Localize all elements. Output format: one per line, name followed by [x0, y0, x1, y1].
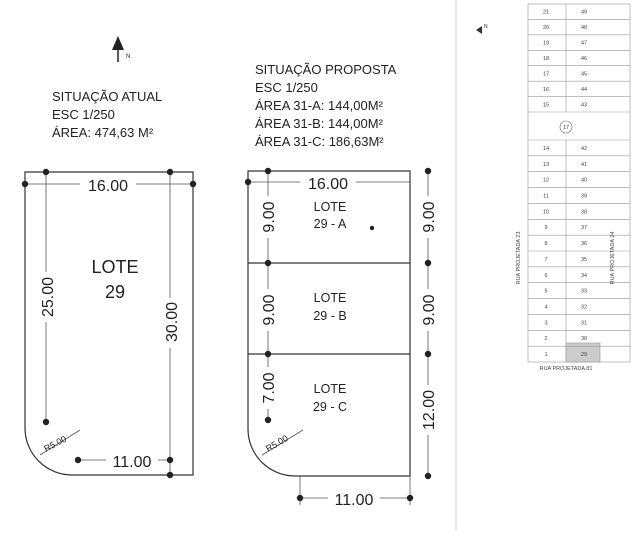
- mini-map-lot-left: 10: [542, 209, 550, 216]
- mini-map-lot-left: 4: [544, 304, 548, 311]
- mini-map-lot-left: 12: [542, 177, 550, 184]
- street-left-label: RUA PROJETADA 23: [516, 231, 522, 285]
- mini-map-row: [528, 156, 630, 168]
- mini-map-lot-right: 46: [580, 56, 588, 62]
- mini-map-lot-left: 11: [543, 193, 549, 200]
- proposta-area-c: ÁREA 31-C: 186,63M²: [255, 134, 384, 149]
- mini-map-lot-right: 49: [580, 9, 588, 16]
- mini-map-lot-right: 32: [580, 304, 588, 311]
- street-right-label: RUA PROJETADA 24: [610, 231, 616, 285]
- atual-dim-left: 25.00: [40, 276, 57, 318]
- mini-map-lot-right: 40: [580, 177, 588, 184]
- proposta-area-b: ÁREA 31-B: 144,00M²: [255, 116, 383, 131]
- mini-map-row: [528, 172, 630, 184]
- lote-a-label: LOTE: [313, 200, 347, 214]
- mini-map-lot-right: 33: [580, 288, 588, 295]
- mini-map-row: [543, 10, 587, 16]
- mini-map-row: [528, 219, 630, 231]
- proposta-area-a: ÁREA 31-A: 144,00M²: [255, 98, 383, 113]
- lote-c-label: LOTE: [313, 382, 347, 396]
- proposta-scale: ESC 1/250: [255, 80, 318, 95]
- mini-map-lot-left: 8: [544, 241, 548, 248]
- mini-map-lot-left: 9: [544, 225, 548, 232]
- mini-map-lot-right: 37: [580, 225, 588, 232]
- mini-map-lot-left: 5: [544, 288, 548, 295]
- proposta-dim-top: 16.00: [307, 176, 349, 193]
- proposta-dim-a-right: 9.00: [421, 201, 438, 233]
- mini-map-lot-right: 42: [580, 145, 588, 152]
- proposta-dim-c-left: 7.00: [261, 372, 278, 404]
- mini-map-lot-left: 19: [542, 40, 550, 47]
- mini-map-lot-right: 43: [580, 102, 588, 109]
- street-bottom-label: RUA PROJETADA 81: [539, 366, 593, 372]
- atual-scale: ESC 1/250: [52, 107, 115, 122]
- lote-b-number: 29 - B: [313, 309, 347, 323]
- mini-map-row: [528, 203, 630, 215]
- mini-map-lot-right: 31: [580, 320, 588, 327]
- mini-map-lot-left: 18: [542, 56, 550, 62]
- mini-map-row: [528, 97, 630, 109]
- mini-map-row: [528, 50, 630, 62]
- atual-lote-number: 29: [104, 282, 126, 302]
- mini-map-row: [528, 35, 630, 47]
- mini-map-lot-left: 7: [544, 256, 548, 263]
- mini-map: [528, 4, 630, 362]
- mini-map-row: [528, 188, 630, 200]
- atual-radius: R5.00: [42, 433, 69, 454]
- mini-map-lot-right: 44: [580, 86, 588, 93]
- mini-map-lot-right: 34: [580, 272, 588, 279]
- mini-map-lot-left: 16: [542, 86, 550, 93]
- mini-map-lot-left: 1: [544, 352, 548, 359]
- mini-map-lot-right: 35: [580, 256, 588, 263]
- lote-c-number: 29 - C: [312, 400, 348, 414]
- north-arrow-icon: [112, 36, 124, 50]
- mini-map-lot-right: 30: [580, 336, 588, 343]
- atual-dim-bottom: 11.00: [112, 454, 152, 471]
- atual-lote-label: LOTE: [91, 257, 139, 277]
- mini-map-lot-right: 39: [580, 193, 588, 200]
- atual-title: SITUAÇÃO ATUAL: [52, 89, 163, 104]
- north-arrow: [112, 36, 130, 62]
- mini-map-lot-left: 15: [542, 102, 550, 109]
- mini-map-row: [528, 299, 630, 311]
- atual-dim-right: 30.00: [164, 301, 181, 343]
- mini-north-icon: [476, 24, 488, 34]
- proposta-dim-b-left: 9.00: [261, 294, 278, 326]
- north-label: N: [126, 54, 131, 60]
- mini-map-lot-right: 36: [580, 241, 588, 248]
- proposta-dim-a-left: 9.00: [261, 201, 278, 233]
- mini-map-row: [528, 66, 630, 78]
- mini-map-lot-right: 38: [580, 209, 588, 216]
- proposta-dim-bottom: 11.00: [334, 492, 374, 509]
- proposta-dim-b-right: 9.00: [421, 294, 438, 326]
- proposta-dim-c-right: 12.00: [421, 389, 438, 431]
- proposta-radius: R5.00: [264, 433, 290, 454]
- mini-map-lot-left: 6: [544, 272, 548, 279]
- mini-map-lot-right: 29: [580, 352, 588, 359]
- atual-dim-top: 16.00: [87, 178, 129, 195]
- mini-map-circle-label: 17: [562, 125, 570, 131]
- mini-map-lot-right: 41: [580, 161, 588, 168]
- lote-b-label: LOTE: [313, 291, 347, 305]
- mini-top-rows: [528, 10, 630, 109]
- mini-map-row: [528, 81, 630, 93]
- mini-map-lot-left: 13: [542, 161, 550, 168]
- mini-map-lot-right: 48: [580, 25, 588, 32]
- mini-map-row: [528, 19, 630, 31]
- mini-map-row: [528, 330, 630, 342]
- mini-map-lot-left: 21: [542, 9, 550, 16]
- mini-map-lot-left: 20: [542, 25, 550, 32]
- mini-map-row: [528, 314, 630, 326]
- mini-map-row: [543, 146, 587, 152]
- mini-map-lot-left: 2: [544, 336, 548, 343]
- mini-map-lot-left: 17: [542, 71, 550, 78]
- lote-a-number: 29 - A: [313, 217, 347, 231]
- mini-map-lot-right: 45: [580, 71, 588, 78]
- mini-map-lot-left: 14: [542, 145, 550, 152]
- proposta-title: SITUAÇÃO PROPOSTA: [255, 62, 397, 77]
- atual-area: ÁREA: 474,63 M²: [52, 125, 154, 140]
- mini-map-lot-right: 47: [580, 40, 588, 47]
- mini-map-lot-left: 3: [544, 320, 548, 327]
- svg-text:N: N: [484, 24, 488, 30]
